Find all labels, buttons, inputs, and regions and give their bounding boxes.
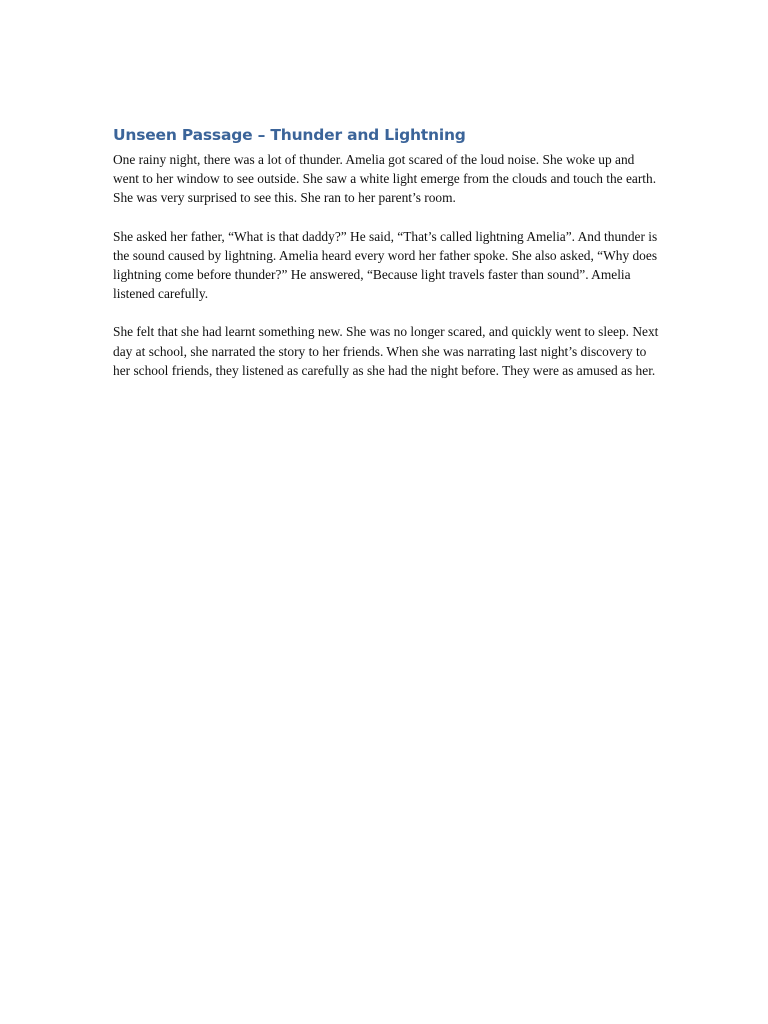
- document-title: Unseen Passage – Thunder and Lightning: [113, 126, 466, 144]
- paragraph-2: She asked her father, “What is that daddy?” He said, “That’s called lightning Amelia”. And thunder is the sound caused by lightning. Amelia heard every word her father spoke. She also asked, “Why does lightning come before thunder?” He answered, “Because light travels faster than sound”. Amelia listened carefully.: [113, 228, 658, 302]
- document-body: [113, 125, 661, 380]
- paragraph-3: She felt that she had learnt something new. She was no longer scared, and quickly went to sleep. Next day at school, she narrated the story to her friends. When she was narrating last night’s discovery to her school friends, they listened as carefully as she had the night before. They were as amused as her.: [113, 324, 659, 378]
- paragraph-1: One rainy night, there was a lot of thunder. Amelia got scared of the loud noise. She woke up and went to her window to see outside. She saw a white light emerge from the clouds and touch the earth. She was very surprised to see this. She ran to her parent’s room.: [113, 152, 657, 206]
